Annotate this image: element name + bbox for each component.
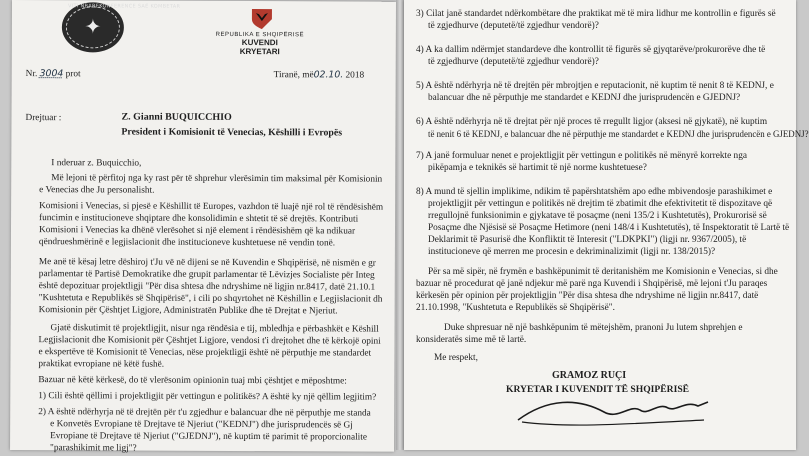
paragraph-line: funcimin e institucioneve shqiptare dhe konsolidimin e shtetit të së drejtës. Kontributi	[39, 213, 359, 225]
question-line: balancuar dhe në përputhje me standardet e KEDNJ dhe jurisprudencën e GJEDNJ?	[428, 93, 741, 103]
question-1: 1) Cili është qëllimi i projektligjit për vettingun e politikës? A është ky një qëllim legjitim?	[38, 391, 377, 403]
signer-title: KRYETAR I KUVENDIT TË SHQIPËRISË	[506, 384, 690, 395]
handwritten-signature	[508, 392, 718, 432]
recipient-label: Drejtuar :	[25, 113, 62, 124]
question-line: projektligjit për vettingun e politikës në drejtim të zbatimit dhe efektivitetit të dispozitave që	[428, 199, 773, 209]
letterhead	[198, 32, 322, 57]
paragraph-line: kërkesën për opinion për projektligjin "Për disa shtesa dhe ndryshime në ligjin nr.8417, datë	[416, 291, 759, 301]
question-line: institucioneve që merren me procesin e dekriminalizimit (ligji nr. 138/2015)?	[428, 247, 716, 257]
question-line: Posaçme dhe Njësisë së Posaçme Hetimore (neni 148/4 i Kushtetutës), të Inspektoratit të Lartë të	[428, 223, 790, 233]
date-handwritten: 02.10.	[313, 69, 344, 81]
paragraph-5: Bazuar në këtë kërkesë, do të vlerësonim opinionin tuaj mbi çështjet e mëposhtme:	[38, 375, 347, 387]
question-line: 2) A është ndërhyrja në të drejtën për t'u zgjedhur e balancuar dhe në përputhje me standa	[38, 407, 371, 419]
letter-date	[274, 69, 365, 82]
ref-prefix: Nr.	[25, 69, 38, 80]
question-line: rregullojnë funksionimin e gjykatave të posaçme (neni 135/2 i Kushtetutës), Prokurorisë së	[428, 211, 767, 221]
party-seal	[62, 2, 181, 52]
question-line: të zgjedhurve (deputetë/të zgjedhur vendorë)?	[428, 21, 599, 31]
page-fold-shadow	[396, 0, 404, 450]
paragraph-1-line-1: Më lejoni të përfitoj nga ky rast për të shprehur vlerësimin tim maksimal për Komisionin	[51, 173, 383, 185]
date-year: 2018	[345, 70, 365, 81]
question-line: të nenit 6 të KEDNJ, e balancuar dhe në përputhje me standardet e KEDNJ dhe jurisprudencën e GJEDNJ?	[428, 129, 809, 139]
question-line: 8) A mund të sjellin implikime, ndikim të papërshtatshëm apo edhe mbivendosje parashikimet e	[416, 187, 773, 197]
paragraph-line: Gjatë diskutimit të projektligjit, nisur nga rëndësia e tij, mbledhja e përbashkët e Këshill	[50, 323, 379, 335]
paragraph-line: bazuar në procedurat që janë ndjekur më parë nga Kuvendi i Shqipërisë, më lejoni t'Ju paraqes	[416, 279, 768, 289]
letterhead-assembly: KUVENDI	[241, 38, 278, 48]
paragraph-line: Komisionin për Çështjet Ligjore, Administratën Publike dhe të Drejtat e Njeriut.	[38, 305, 338, 317]
ref-suffix: prot	[65, 69, 81, 80]
question-line: "parashikimit me ligj"?	[50, 443, 137, 454]
salutation: I nderuar z. Buquicchio,	[51, 158, 142, 169]
paragraph-line: Me anë të kësaj letre dëshiroj t'Ju vë në dijeni se në Kuvendin e Shqipërisë, në nismën e gr	[38, 257, 376, 269]
question-line: 7) A janë formuluar nenet e projektligjit për vettingun e politikës në mënyrë korrekte nga	[416, 151, 747, 161]
question-line: pikëpamja e teknikës së hartimit të një norme kushtetuese?	[428, 163, 647, 173]
recipient-title: President i Komisionit të Venecias, Këshilli i Evropës	[121, 126, 343, 139]
letterhead-office: KRYETARI	[239, 46, 280, 57]
paragraph-line: Legjislacionit dhe Komisionit për Çështjet Ligjore, vendosi t'i drejtohet dhe të kërkojë opini	[38, 335, 381, 347]
eagle-emblem-icon	[250, 7, 274, 29]
letterhead-republic: REPUBLIKA E SHQIPËRISË	[215, 31, 305, 39]
star-icon: ✦	[84, 14, 102, 39]
question-line: 6) A është ndërhyrja në të drejtat për një proces të rregullt ligjor (aksesi në gjykatë), në kuptim	[416, 117, 768, 127]
paragraph-line: Për sa më sipër, në frymën e bashkëpunimit të deritanishëm me Komisionin e Venecias, si dhe	[428, 267, 778, 277]
question-line: 4) A ka dallim ndërmjet standardeve dhe kontrollit të figurës së gjyqtarëve/prokurorëve dhe të	[416, 45, 766, 55]
paragraph-line: parlamentar të Partisë Demokratike dhe grupit parlamentar të Lëvizjes Socialiste për Integ	[38, 269, 375, 281]
question-line: të zgjedhurve (deputetë/të zgjedhur vendorë)?	[428, 57, 599, 67]
recipient-name: Z. Gianni BUQUICCHIO	[121, 111, 232, 123]
date-prefix: Tiranë, më	[273, 70, 314, 81]
paragraph-line: praktikat evropiane në këtë fushë.	[38, 359, 165, 370]
paragraph-line: 21.10.1998, "Kushtetuta e Republikës së Shqipërisë".	[416, 303, 615, 313]
closing-regards: Me respekt,	[434, 353, 478, 363]
question-line: Deklarimit të Pasurisë dhe Konfliktit të Interesit ("LDKPKI") (ligji nr. 9367/2005), të	[428, 235, 747, 245]
paragraph-line: konsideratës sime më të lartë.	[416, 335, 527, 345]
paragraph-line: është depozituar projektligji "Për disa shtesa dhe ndryshime në ligjin nr.8417, datë 21.10.1	[38, 281, 376, 293]
paragraph-line: qëndrueshmërinë e legjislacionit dhe institucioneve kushtetuese në vendin tonë.	[38, 237, 336, 249]
question-line: Evropiane të Drejtave të Njeriut ("GJEDNJ"), në kuptim të parimit të proporcionalite	[50, 431, 367, 443]
question-line: e Konvetës Evropiane të Drejtave të Njeriut ("KEDNJ") dhe jurisprudencës së Gj	[50, 419, 353, 431]
signer-name: GRAMOZ RUÇI	[552, 370, 627, 381]
letter-page-2	[404, 0, 809, 450]
seal-text: VITI NBAREKONFERENCE SAË KOMBETAR	[67, 3, 181, 10]
ref-number-handwritten: 3004	[39, 68, 64, 80]
paragraph-line: Komisioni i Venecias, si pjesë e Këshillit të Europes, vazhdon të luajë një rol të rëndësishëm	[39, 201, 384, 213]
paragraph-line: Duke shpresuar në një bashkëpunim të mëtejshëm, pranoni Ju lutem shprehjen e	[444, 323, 743, 333]
paragraph-line: "Kushtetuta e Republikës së Shqipërisë", i cili po shqyrtohet në Këshillin e Legjislacionit dh	[38, 293, 383, 305]
paragraph-1-line-2: e Venecias dhe Ju personalisht.	[39, 185, 155, 196]
reference-number	[26, 68, 81, 81]
paragraph-line: Komisioni i Venecias ka dhënë vlerësohet si një element i rëndësishëm që ka ndikuar	[38, 225, 356, 237]
question-line: 3) Cilat janë standardet ndërkombëtare dhe praktikat më të mira lidhur me kontrollin e figurës së	[416, 9, 776, 19]
paragraph-line: e ekspertëve të Komisionit të Venecias, nëse projektligji është në përputhje me standardet	[38, 347, 372, 359]
question-line: 5) A është ndërhyrja në të drejtën për mbrojtjen e reputacionit, në kuptim të nenit 8 të KEDNJ, e	[416, 81, 774, 91]
letter-page-1	[10, 0, 396, 452]
